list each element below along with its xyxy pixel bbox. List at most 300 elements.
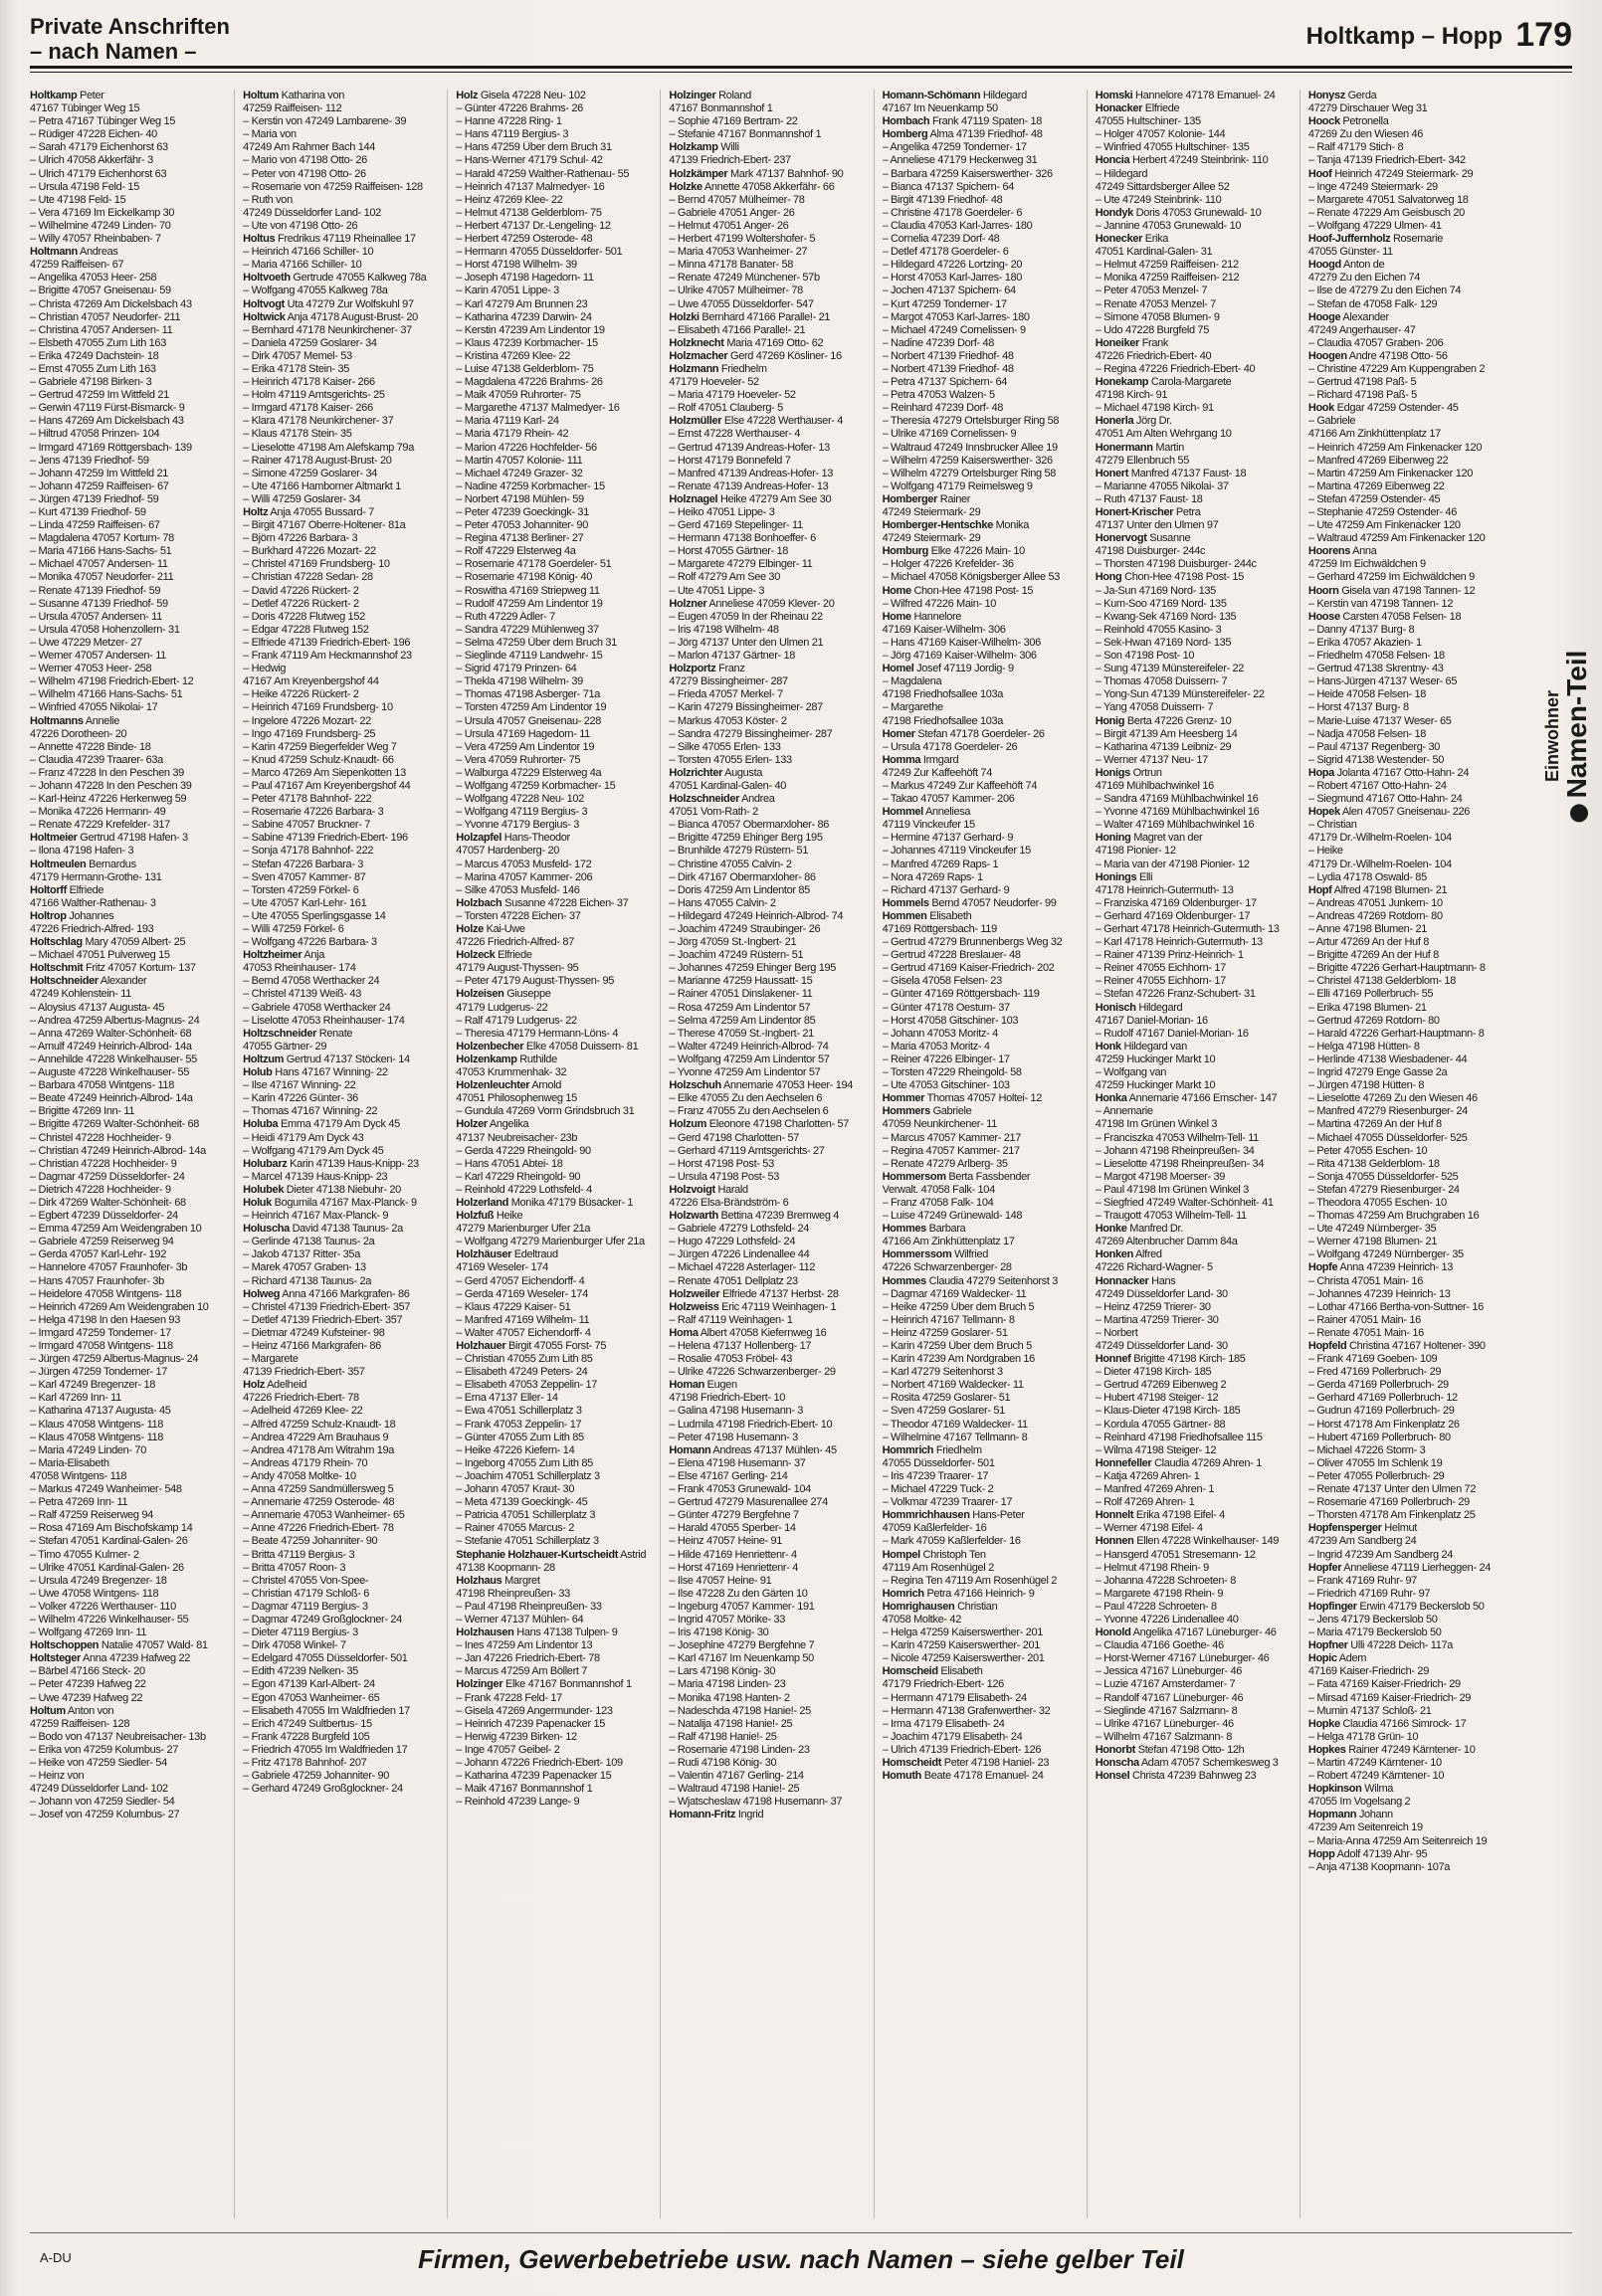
footer-note: Firmen, Gewerbebetriebe usw. nach Namen – siehe gelber Teil (418, 2244, 1184, 2274)
entry-text: – Yang 47058 Duissern- 7 (1095, 701, 1214, 714)
directory-entry (243, 1248, 437, 1261)
entry-text: Anja (301, 949, 324, 962)
entry-text: Edgar 47259 Ostender- 45 (1333, 402, 1459, 415)
directory-entry (669, 962, 863, 975)
directory-entry (1308, 1549, 1502, 1562)
directory-entry (30, 1236, 224, 1248)
entry-text: 47167 Tübinger Weg 15 (30, 102, 140, 115)
directory-entry (456, 233, 650, 246)
entry-text: – Ulrich 47179 Eichenhorst 63 (30, 167, 167, 180)
directory-entry (1096, 1314, 1290, 1327)
directory-entry (1096, 1353, 1290, 1366)
directory-entry (1096, 624, 1290, 637)
directory-entry (1096, 884, 1290, 897)
directory-entry (883, 428, 1077, 441)
entry-text: – Mario von 47198 Otto- 26 (243, 154, 367, 167)
entry-text: – Traugott 47053 Wilhelm-Tell- 11 (1095, 1210, 1247, 1223)
directory-entry (883, 532, 1077, 545)
directory-entry (1096, 1419, 1290, 1432)
directory-entry (1096, 1184, 1290, 1197)
directory-entry (1308, 1678, 1502, 1691)
surname: Holzweiler (669, 1287, 720, 1300)
directory-entry (243, 1118, 437, 1131)
directory-entry (669, 1419, 863, 1432)
entry-text: – Andrea 47178 Am Witrahm 19a (243, 1443, 395, 1456)
directory-entry (669, 1614, 863, 1626)
directory-entry (1308, 168, 1502, 181)
directory-entry (1308, 1223, 1502, 1236)
directory-entry (243, 1626, 437, 1639)
directory-entry (456, 1483, 650, 1496)
directory-entry (1096, 741, 1290, 754)
entry-text: Katharina von (278, 90, 344, 101)
directory-entry (669, 611, 863, 624)
directory-entry (243, 90, 437, 102)
directory-entry (669, 102, 863, 115)
directory-entry (1308, 1562, 1502, 1575)
entry-text: – Norbert 47169 Waldecker- 11 (882, 1379, 1024, 1392)
directory-entry (243, 480, 437, 493)
directory-entry (243, 571, 437, 584)
directory-entry (669, 806, 863, 819)
entry-text: Franz (715, 663, 745, 675)
entry-text: Claudia 47166 Simrock- 17 (1339, 1717, 1467, 1730)
directory-entry (883, 611, 1077, 624)
directory-entry (1308, 1861, 1502, 1874)
entry-text: – Daniela 47259 Goslarer- 34 (243, 336, 377, 349)
directory-entry (243, 1692, 437, 1705)
directory-entry (1096, 1379, 1290, 1392)
directory-entry (1096, 780, 1290, 793)
directory-entry (1096, 480, 1290, 493)
directory-entry (1308, 663, 1502, 675)
entry-text: – Selma 47259 Am Lindentor 85 (669, 1014, 816, 1027)
entry-text: Susanne (1146, 532, 1191, 545)
entry-text: Erika 47198 Eifel- 4 (1133, 1509, 1225, 1522)
entry-text: – Christian 47249 Heinrich-Albrod- 14a (30, 1144, 206, 1157)
directory-entry (1096, 1118, 1290, 1131)
entry-text: – Marcus 47259 Am Böllert 7 (456, 1665, 588, 1678)
directory-entry (456, 324, 650, 337)
entry-text: – Wilhelmine 47249 Linden- 70 (30, 219, 171, 232)
surname: Holtzschneider (243, 1027, 317, 1040)
entry-text: – Horst-Werner 47167 Lüneburger- 46 (1095, 1652, 1270, 1665)
entry-text: Hildegard van (1120, 1040, 1187, 1052)
entry-text: – Ulrike 47226 Schwarzenberger- 29 (669, 1366, 836, 1379)
surname: Honnacker (1095, 1274, 1149, 1287)
entry-text: – Hans 47259 Über dem Bruch 31 (456, 141, 612, 154)
surname: Hopic (1307, 1652, 1337, 1665)
entry-text: Gertrude 47055 Kalkweg 78a (290, 272, 427, 285)
directory-entry (456, 1118, 650, 1131)
entry-text: – Christel 47138 Gelderblom- 18 (1307, 975, 1456, 988)
entry-text: Gisela van 47198 Tannen- 12 (1338, 584, 1476, 597)
entry-text: – Christine 47055 Calvin- 2 (669, 858, 792, 870)
entry-text: Petra (1173, 506, 1201, 518)
directory-entry (456, 545, 650, 558)
directory-entry (30, 442, 224, 455)
directory-entry (1096, 832, 1290, 845)
directory-entry (669, 1731, 863, 1744)
entry-text: – Renate 47249 Münchener- 57b (669, 272, 820, 285)
directory-entry (883, 376, 1077, 389)
entry-text: – Gerd 47198 Charlotten- 57 (669, 1131, 800, 1144)
entry-text: – Ingeburg 47057 Kammer- 191 (669, 1600, 815, 1613)
entry-text: – Ilse de 47279 Zu den Eichen 74 (1307, 285, 1462, 297)
entry-text: – Paul 47198 Im Grünen Winkel 3 (1095, 1183, 1249, 1196)
entry-text: – Luise 47249 Grünewald- 148 (882, 1210, 1023, 1223)
directory-entry (1308, 728, 1502, 741)
directory-entry (1308, 832, 1502, 845)
entry-text: – Maria 47198 Linden- 23 (669, 1678, 786, 1691)
directory-entry (456, 128, 650, 141)
entry-text: – Wolfgang 47119 Bergius- 3 (456, 806, 588, 819)
directory-entry (30, 1614, 224, 1626)
directory-entry (883, 207, 1077, 220)
directory-entry (883, 780, 1077, 793)
directory-entry (243, 259, 437, 272)
entry-text: Anneliese 47119 Lierheggen- 24 (1341, 1561, 1492, 1574)
entry-text: – Lydia 47178 Oswald- 85 (1307, 870, 1427, 883)
directory-entry (30, 819, 224, 832)
directory-entry (456, 728, 650, 741)
surname: Honysz (1307, 90, 1345, 101)
entry-text: Ulli 47228 Deich- 117a (1347, 1639, 1454, 1652)
entry-text: – Werner 47137 Mühlen- 64 (456, 1613, 584, 1626)
directory-entry (883, 1327, 1077, 1340)
entry-text: – Horst 47058 Gitschiner- 103 (882, 1014, 1019, 1027)
surname: Hommers (882, 1105, 930, 1118)
entry-text: – Edelgard 47055 Düsseldorfer- 501 (243, 1652, 408, 1665)
entry-text: – Renate 47137 Unter den Ulmen 72 (1307, 1483, 1477, 1496)
entry-text: Gertrud 47198 Hafen- 3 (77, 832, 188, 845)
directory-entry (456, 1509, 650, 1522)
entry-text: Jolanta 47167 Otto-Hahn- 24 (1333, 766, 1470, 779)
directory-entry (243, 194, 437, 207)
directory-entry (1308, 1145, 1502, 1158)
entry-text: – Stephanie 47259 Ostender- 46 (1307, 506, 1457, 518)
directory-entry (1308, 1248, 1502, 1261)
surname: Hopmann (1307, 1809, 1357, 1821)
entry-text: – Reiner 47055 Eichhorn- 17 (1095, 975, 1226, 988)
directory-entry (1308, 949, 1502, 962)
surname: Holze (456, 923, 484, 935)
directory-entry (1096, 728, 1290, 741)
entry-text: – Ute von 47198 Otto- 26 (243, 219, 358, 232)
entry-text: – Paul 47167 Am Kreyenbergshof 44 (243, 779, 411, 792)
entry-text: – Wolfgang 47229 Ulmen- 41 (1307, 219, 1442, 232)
surname: Holtzheimer (243, 949, 302, 962)
directory-entry (669, 688, 863, 701)
directory-entry (1096, 1236, 1290, 1248)
directory-entry (883, 598, 1077, 611)
directory-entry (1096, 220, 1290, 233)
entry-text: – Aloysius 47137 Augusta- 45 (30, 1001, 165, 1014)
directory-entry (883, 1366, 1077, 1379)
directory-entry (30, 1353, 224, 1366)
directory-entry (30, 1184, 224, 1197)
entry-text: 47051 Philosophenweg 15 (456, 1092, 577, 1105)
directory-entry (30, 1053, 224, 1066)
footer-code: A-DU (40, 2250, 72, 2265)
directory-entry (883, 402, 1077, 415)
entry-text: – Ruth 47137 Faust- 18 (1095, 492, 1203, 505)
directory-entry (1096, 1588, 1290, 1601)
directory-entry (30, 1796, 224, 1809)
directory-entry (30, 493, 224, 506)
directory-entry (669, 1444, 863, 1457)
directory-entry (243, 585, 437, 598)
entry-text: Margret (501, 1574, 540, 1587)
directory-entry (456, 220, 650, 233)
entry-text: – Iris 47198 König- 30 (669, 1626, 769, 1639)
entry-text: Claudia 47279 Seitenhorst 3 (925, 1274, 1059, 1287)
entry-text: – Dagmar 47119 Bergius- 3 (243, 1600, 368, 1613)
surname: Hommen (882, 909, 927, 922)
entry-text: – Auguste 47228 Winkelhauser- 55 (30, 1066, 190, 1079)
surname: Holzenleuchter (456, 1079, 530, 1092)
entry-text: – Ursula 47058 Hohenzollern- 31 (30, 623, 180, 636)
directory-entry (1096, 1432, 1290, 1444)
entry-text: – Takao 47057 Kammer- 206 (882, 793, 1015, 806)
entry-text: – Magdalena (882, 675, 942, 688)
entry-text: – Heinz von (30, 1770, 85, 1783)
directory-entry (30, 1692, 224, 1705)
entry-text: – Horst 47178 Am Finkenplatz 26 (1307, 1418, 1460, 1431)
directory-entry (456, 1639, 650, 1652)
entry-text: – Regina Ten 47119 Am Rosenhügel 2 (882, 1574, 1058, 1587)
directory-entry (243, 637, 437, 650)
entry-text: – Luzie 47167 Amsterdamer- 7 (1095, 1678, 1236, 1691)
entry-text: – Detlef 47139 Friedrich-Ebert- 357 (243, 1313, 403, 1326)
directory-entry (30, 1705, 224, 1718)
entry-text: Anton de (1340, 259, 1385, 272)
directory-entry (1308, 298, 1502, 311)
directory-entry (669, 1301, 863, 1314)
entry-text: – Hermann 47055 Düsseldorfer- 501 (456, 246, 623, 259)
entry-text: – Timo 47055 Kulmer- 2 (30, 1548, 139, 1561)
entry-text: Chon-Hee 47198 Post- 15 (1121, 571, 1244, 584)
entry-text: Berta 47226 Grenz- 10 (1124, 714, 1232, 727)
directory-entry (883, 988, 1077, 1001)
directory-entry (243, 1496, 437, 1509)
directory-entry (883, 363, 1077, 376)
entry-text: – Bianca 47137 Spichern- 64 (882, 180, 1014, 193)
entry-text: – Andreas 47051 Junkern- 10 (1307, 896, 1443, 909)
entry-text: 47138 Koopmann- 28 (456, 1561, 555, 1574)
directory-entry (456, 1184, 650, 1197)
entry-text: – Birgit 47139 Am Heesberg 14 (1095, 727, 1238, 740)
entry-text: – Reinhard 47198 Friedhofsallee 115 (1095, 1431, 1263, 1443)
surname: Holtvoeth (243, 272, 291, 285)
directory-entry (883, 1522, 1077, 1535)
entry-text: – Christel 47139 Weiß- 43 (243, 988, 361, 1001)
entry-text: – Anja 47138 Koopmann- 107a (1307, 1860, 1451, 1873)
surname: Hommersom (882, 1170, 946, 1183)
entry-text: – Rosemarie 47198 König- 40 (456, 571, 592, 584)
directory-entry (669, 637, 863, 650)
entry-text: – Anne 47226 Friedrich-Ebert- 78 (243, 1522, 394, 1535)
entry-text: – Siegmund 47167 Otto-Hahn- 24 (1307, 793, 1463, 806)
entry-text: Anna (1350, 545, 1377, 558)
directory-entry (669, 337, 863, 350)
directory-entry (456, 871, 650, 884)
directory-column (234, 90, 437, 2218)
surname: Hoogen (1307, 349, 1347, 362)
entry-text: – Johann 47198 Rheinpreußen- 34 (1095, 1144, 1255, 1157)
directory-entry (883, 1639, 1077, 1652)
directory-entry (1096, 1105, 1290, 1118)
directory-entry (1308, 1236, 1502, 1248)
entry-text: – Johannes 47259 Ehinger Berg 195 (669, 962, 837, 975)
entry-text: – Werner 47137 Neu- 17 (1095, 753, 1208, 766)
directory-entry (669, 701, 863, 714)
directory-entry (30, 1783, 224, 1796)
directory-entry (883, 701, 1077, 714)
surname: Homma (882, 753, 921, 766)
entry-text: – Sieglinde 47119 Landwehr- 15 (456, 650, 603, 663)
entry-text: – Gertrud 47279 Brunnenbergs Weg 32 (882, 936, 1063, 949)
directory-entry (30, 611, 224, 624)
entry-text: Heike 47279 Am See 30 (717, 492, 832, 505)
directory-entry (1096, 819, 1290, 832)
entry-text: Mark 47137 Bahnhof- 90 (727, 167, 844, 180)
page-number: 179 (1515, 16, 1572, 54)
directory-entry (30, 1288, 224, 1301)
entry-text: – Harald 47226 Gerhart-Hauptmann- 8 (1307, 1027, 1485, 1040)
directory-entry (456, 168, 650, 181)
entry-text: – Stefanie 47167 Bonmannshof 1 (669, 128, 822, 141)
entry-text: – Helmut 47198 Rhein- 9 (1095, 1561, 1209, 1574)
entry-text: – Udo 47228 Burgfeld 75 (1095, 323, 1209, 336)
entry-text: Elke 47058 Duissern- 81 (523, 1040, 639, 1052)
entry-text: Stefan 47198 Otto- 12h (1135, 1743, 1245, 1756)
entry-text: – Ilse 47057 Heine- 91 (669, 1574, 772, 1587)
entry-text: – Gerlinde 47138 Taunus- 2a (243, 1236, 375, 1248)
directory-entry (30, 1678, 224, 1691)
entry-text: 47051 Am Alten Wehrgang 10 (1095, 428, 1232, 441)
directory-entry (30, 936, 224, 949)
directory-entry (669, 793, 863, 806)
directory-entry (883, 1392, 1077, 1405)
directory-entry (456, 949, 650, 962)
entry-text: – Renate 47051 Main- 16 (1307, 1326, 1424, 1339)
surname: Holtvogt (243, 297, 285, 310)
directory-entry (883, 259, 1077, 272)
surname: Hopp (1307, 1847, 1335, 1860)
directory-entry (243, 611, 437, 624)
entry-text: – Waltraud 47259 Am Finkenacker 120 (1307, 532, 1486, 545)
directory-entry (243, 832, 437, 845)
directory-entry (1096, 1015, 1290, 1028)
entry-text: 47169 Weseler- 174 (456, 1261, 548, 1274)
directory-entry (1096, 1158, 1290, 1171)
directory-entry (669, 272, 863, 285)
entry-text: – Tanja 47139 Friedrich-Ebert- 342 (1307, 154, 1466, 167)
directory-entry (1096, 845, 1290, 858)
directory-entry (669, 376, 863, 389)
directory-entry (30, 1197, 224, 1210)
entry-text: – Heinrich 47137 Malmedyer- 16 (456, 180, 605, 193)
directory-entry (883, 754, 1077, 767)
directory-entry (1308, 1614, 1502, 1626)
directory-entry (669, 154, 863, 167)
entry-text: – Johann 47053 Moritz- 4 (882, 1027, 998, 1040)
entry-text: – Rosemarie 47169 Pollerbruch- 29 (1307, 1496, 1470, 1509)
directory-entry (883, 350, 1077, 363)
entry-text: – Hans 47057 Fraunhofer- 3b (30, 1274, 164, 1287)
directory-entry (883, 1457, 1077, 1470)
directory-entry (30, 859, 224, 871)
entry-text: – Wilma 47198 Steiger- 12 (1095, 1443, 1217, 1456)
entry-text: – Brigitte 47269 Walter-Schönheit- 68 (30, 1118, 200, 1131)
directory-entry (243, 285, 437, 297)
entry-text: – Ralf 47259 Reiserweg 94 (30, 1509, 153, 1522)
surname: Honcia (1095, 154, 1130, 167)
entry-text: – Jörg 47137 Unter den Ulmen 21 (669, 636, 824, 649)
directory-entry (1096, 532, 1290, 545)
entry-text: 47057 Hardenberg- 20 (456, 845, 559, 858)
directory-entry (1096, 637, 1290, 650)
entry-text: – Wilhelm 47226 Winkelhauser- 55 (30, 1613, 189, 1626)
directory-entry (30, 1275, 224, 1288)
directory-entry (669, 545, 863, 558)
entry-text: – Gertrud 47269 Eibenweg 2 (1095, 1379, 1227, 1392)
entry-text: – Walter 47169 Mühlbachwinkel 16 (1095, 819, 1255, 832)
entry-text: – Rosemarie von 47259 Raiffeisen- 128 (243, 180, 423, 193)
directory-entry (243, 1509, 437, 1522)
surname: Holtsteger (30, 1652, 81, 1665)
entry-text: – Natalija 47198 Hanie!- 25 (669, 1717, 793, 1730)
entry-text: Gisela 47228 Neu- 102 (478, 90, 586, 101)
directory-entry (30, 1522, 224, 1535)
directory-entry (456, 780, 650, 793)
entry-text: – Andreas 47269 Rotdorn- 80 (1307, 909, 1443, 922)
entry-text: – Nadine 47259 Korbmacher- 15 (456, 479, 605, 492)
directory-entry (456, 1015, 650, 1028)
entry-text: – Rudi 47198 König- 30 (669, 1757, 777, 1769)
entry-text: 47053 Rheinhauser- 174 (243, 962, 356, 975)
entry-text: – Jakob 47137 Ritter- 35a (243, 1248, 360, 1261)
entry-text: – Gisela 47058 Felsen- 23 (882, 975, 1002, 988)
entry-text: – Ursula 47198 Post- 53 (669, 1170, 779, 1183)
entry-text: – Heidi 47179 Am Dyck 43 (243, 1131, 364, 1144)
entry-text: – Bodo von 47137 Neubreisacher- 13b (30, 1730, 206, 1743)
directory-entry (243, 1366, 437, 1379)
entry-text: Anna 47239 Hafweg 22 (80, 1652, 190, 1665)
directory-entry (30, 1639, 224, 1652)
directory-entry (1308, 1002, 1502, 1015)
entry-text: – Monika 47226 Hermann- 49 (30, 806, 166, 819)
directory-entry (1308, 806, 1502, 819)
entry-text: – Ute 47198 Feld- 15 (30, 193, 126, 206)
directory-entry (243, 1562, 437, 1575)
directory-entry (669, 558, 863, 571)
entry-text: Andrea (739, 793, 775, 806)
directory-entry (669, 1015, 863, 1028)
directory-entry (883, 1041, 1077, 1053)
entry-text: – Wolfgang 47179 Am Dyck 45 (243, 1144, 384, 1157)
directory-entry (456, 571, 650, 584)
entry-text: – Thomas 47058 Duissern- 7 (1095, 675, 1228, 688)
entry-text: – Manfred 47139 Andreas-Hofer- 13 (669, 467, 833, 479)
entry-text: – Rosalie 47053 Fröbel- 43 (669, 1353, 793, 1366)
entry-text: – Arnulf 47249 Heinrich-Albrod- 14a (30, 1040, 192, 1052)
entry-text: 47239 Am Sandberg 24 (1307, 1535, 1417, 1548)
entry-text: – Wilfred 47226 Main- 10 (882, 597, 997, 610)
entry-text: – Renate 47229 Am Geisbusch 20 (1307, 206, 1465, 219)
directory-entry (30, 1588, 224, 1601)
